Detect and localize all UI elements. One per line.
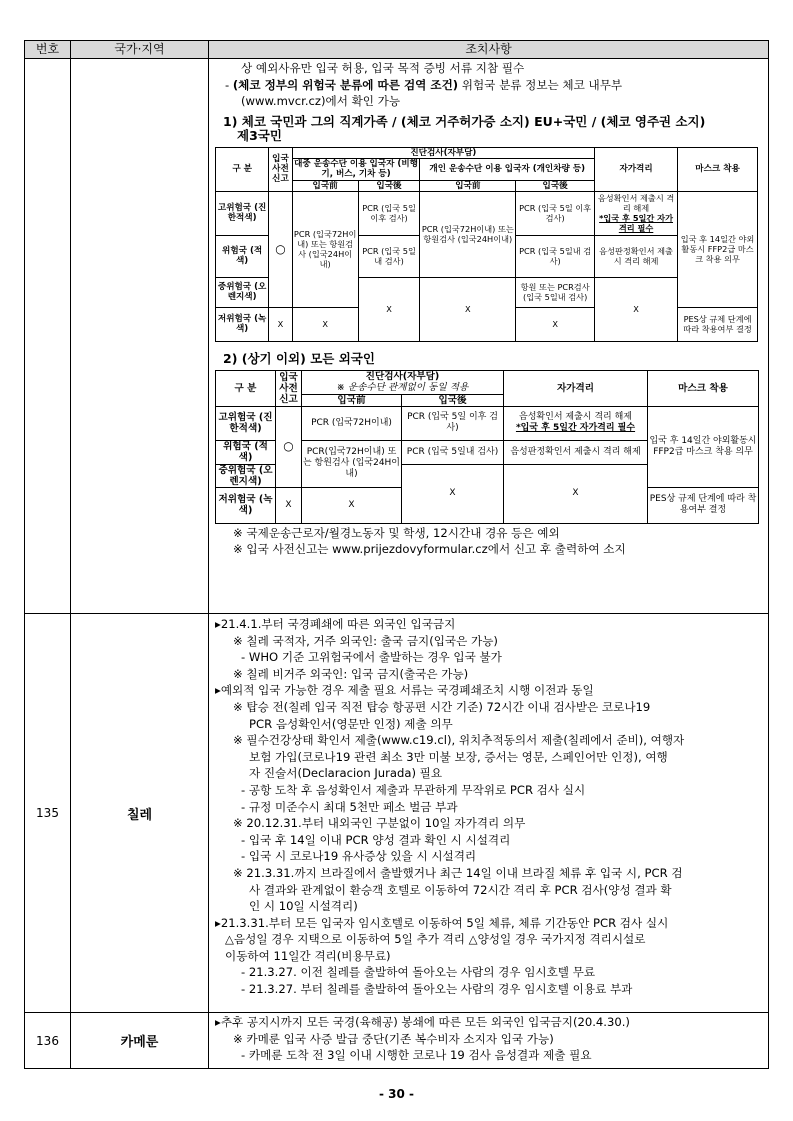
text-line: ▸21.3.31.부터 모든 입국자 임시호텔로 이동하여 5일 체류, 체류 기간동안 PCR 검사 실시 xyxy=(215,915,669,930)
text-line: - 공항 도착 후 음성확인서 제출과 무관하게 무작위로 PCR 검사 실시 xyxy=(241,782,586,797)
text-line: ▸21.4.1.부터 국경폐쇄에 따른 외국인 입국금지 xyxy=(215,617,456,631)
t1-public: 대중 운송수단 이용 입국자 (비행기, 버스, 기차 등) xyxy=(294,159,418,180)
t1-mask: 마스크 착용 xyxy=(678,147,758,191)
t1-row-risk: 위험국 (적색) xyxy=(216,235,269,277)
header-country: 국가·지역 xyxy=(71,41,209,59)
text-line: ※ 필수건강상태 확인서 제출(www.c19.cl), 위치추적동의서 제출(칠레에서 준비), 여행자 xyxy=(233,733,685,748)
text-line: ※ 탑승 전(칠레 입국 직전 탑승 항공편 시간 기준) 72시간 이내 검사받은 코로나19 xyxy=(233,699,651,714)
text-line: 자 진술서(Declaracion Jurada) 필요 xyxy=(249,766,443,781)
text-line: - WHO 기준 고위험국에서 출발하는 경우 입국 불가 xyxy=(241,650,502,665)
t2-prereport: 입국 사전 신고 xyxy=(276,370,302,406)
t2-diag-note: ※ 운송수단 관계없이 동일 적용 xyxy=(336,382,469,394)
text-line: ※ 21.3.31.까지 브라질에서 출발했거나 최근 14일 이내 브라질 체류 후 입국 시, PCR 검 xyxy=(233,865,683,880)
measures-table xyxy=(24,40,769,1069)
text-line: 이동하여 11일간 격리(비용무료) xyxy=(225,948,391,963)
t1-priv-after-3: 항원 또는 PCR검사 (입국 5일내 검사) xyxy=(516,277,595,307)
t2-row-low: 저위험국 (녹색) xyxy=(216,487,276,523)
t1-pub-after-x: X xyxy=(358,277,420,341)
t1-row-high: 고위험국 (진한적색) xyxy=(216,191,269,235)
text-line: △음성일 경우 지택으로 이동하여 5일 추가 격리 △양성일 경우 국가지정 격리시설로 xyxy=(225,932,646,947)
text-line: ※ 칠레 국적자, 거주 외국인: 출국 금지(입국은 가능) xyxy=(233,633,498,648)
text-line: - 규정 미준수시 최대 5천만 페소 벌금 부과 xyxy=(241,799,458,814)
table-row xyxy=(25,614,769,1013)
t2-prereport-o: ○ xyxy=(276,406,302,487)
t2-gubun: 구 분 xyxy=(216,370,276,406)
section-title xyxy=(223,115,762,143)
bold-text: (체코 정부의 위험국 분류에 따른 검역 조건) xyxy=(232,77,459,92)
t2-self-1a: 음성확인서 제출시 격리 해제 xyxy=(519,412,632,423)
t1-pub-before: PCR (입국72H이내) 또는 항원검사 (입국24H이내) xyxy=(292,191,358,307)
text-line: ▸추후 공지시까지 모든 국경(육해공) 봉쇄에 따른 모든 외국인 입국금지(20.4.30.) xyxy=(215,1015,630,1029)
t1-prereport-o: ○ xyxy=(269,191,292,307)
czech-table-2 xyxy=(215,370,759,524)
t1-self-1 xyxy=(595,191,678,235)
t2-self-1b: *입국 후 5일간 자가격리 필수 xyxy=(515,423,636,434)
t1-self-1a: 음성확인서 제출시 격리 해제 xyxy=(597,193,675,214)
text-line: 보험 가입(코로나19 관련 최소 3만 미불 보장, 증서는 영문, 스페인어만 인정), 여행 xyxy=(249,749,668,764)
t2-diag-title: 진단검사(자부담) xyxy=(365,371,440,383)
t1-priv-after-2: PCR (입국 5일내 검사) xyxy=(516,235,595,277)
row-country-cell xyxy=(71,59,209,614)
t1-priv-after-1: PCR (입국 5일 이후 검사) xyxy=(516,191,595,235)
t1-pub-after-2: PCR (입국 5일내 검사) xyxy=(358,235,420,277)
t1-row-mid: 중위험국 (오렌지색) xyxy=(216,277,269,307)
t1-after: 입국後 xyxy=(358,180,420,191)
row-country-cell: 칠레 xyxy=(71,614,209,1013)
section-title-line: 1) 체코 국민과 그의 직계가족 / (체코 거주허가증 소지) EU+국민 / (체코 영주권 소지) xyxy=(223,113,706,129)
t2-mask-2: PES상 규제 단계에 따라 착용여부 결정 xyxy=(648,487,759,523)
t2-prereport-x: X xyxy=(276,487,302,523)
czech-table-1 xyxy=(215,147,758,342)
row-no-cell: 136 xyxy=(25,1013,71,1069)
header-measures: 조치사항 xyxy=(209,41,769,59)
note-line: ※ 국제운송근로자/월경노동자 및 학생, 12시간내 경유 등은 예외 xyxy=(233,525,560,540)
t1-after: 입국後 xyxy=(516,180,595,191)
t2-row-high: 고위험국 (진한적색) xyxy=(216,406,276,440)
t2-mask-1: 입국 후 14일간 야외활동시 FFP2급 마스크 착용 의무 xyxy=(648,406,759,487)
text-line: - 카메룬 도착 전 3일 이내 시행한 코로나 19 검사 음성결과 제출 필요 xyxy=(241,1048,592,1063)
t1-prereport: 입국 사전 신고 xyxy=(269,147,292,191)
t2-after-x: X xyxy=(402,464,504,523)
t2-self-2: 음성판정확인서 제출시 격리 해제 xyxy=(504,440,648,464)
t2-self-1 xyxy=(504,406,648,440)
t2-before-x: X xyxy=(302,487,402,523)
t2-self: 자가격리 xyxy=(504,370,648,406)
t2-after-1: PCR (입국 5일 이후 검사) xyxy=(402,406,504,440)
t1-pub-after-1: PCR (입국 5일 이후 검사) xyxy=(358,191,420,235)
t2-before-2: PCR(입국72H이내) 또는 항원검사 (입국24H이내) xyxy=(302,440,402,487)
t1-pub-before-x: X xyxy=(292,307,358,341)
text-line: - 입국 후 14일 이내 PCR 양성 결과 확인 시 시설격리 xyxy=(241,832,511,847)
row-measures-cell xyxy=(209,614,769,1013)
t1-priv-before: PCR (입국72H이내) 또는 항원검사 (입국24H이내) xyxy=(420,191,516,277)
row-no-cell: 135 xyxy=(25,614,71,1013)
text-line: 상 예외사유만 입국 허용, 입국 목적 증빙 서류 지참 필수 xyxy=(241,61,525,75)
t2-row-mid: 중위험국 (오렌지색) xyxy=(216,464,276,487)
t2-before: 입국前 xyxy=(302,394,402,406)
t1-self-1b: *입국 후 5일간 자가격리 필수 xyxy=(599,213,674,234)
text-line: - 21.3.27. 부터 칠레를 출발하여 돌아오는 사람의 경우 임시호텔 이용료 부과 xyxy=(241,982,633,997)
table-header-row xyxy=(25,41,769,59)
t1-mask-2: PES상 규제 단계에 따라 착용여부 결정 xyxy=(678,307,758,341)
t1-priv-before-x: X xyxy=(420,277,516,341)
text-line: ▸예외적 입국 가능한 경우 제출 필요 서류는 국경폐쇄조치 시행 이전과 동일 xyxy=(215,683,594,698)
section-title: 2) (상기 이외) 모든 외국인 xyxy=(223,350,375,366)
row-measures-cell xyxy=(209,59,769,614)
row-measures-cell xyxy=(209,1013,769,1069)
text-line: ※ 칠레 비거주 외국인: 입국 금지(출국은 가능) xyxy=(233,666,469,681)
t1-before: 입국前 xyxy=(420,180,516,191)
table-row xyxy=(25,59,769,614)
text-line: ※ 20.12.31.부터 내외국인 구분없이 10일 자가격리 의무 xyxy=(233,816,526,831)
t1-priv-after-x: X xyxy=(516,307,595,341)
text-line: 인 시 10일 시설격리) xyxy=(249,899,358,914)
text-line: 사 결과와 관계없이 환승객 호텔로 이동하여 72시간 격리 후 PCR 검사(양성 결과 확 xyxy=(249,882,672,897)
t2-row-risk: 위험국 (적색) xyxy=(216,440,276,464)
t2-self-x: X xyxy=(504,464,648,523)
t1-self: 자가격리 xyxy=(595,147,678,191)
section-title-line: 제3국민 xyxy=(237,127,282,143)
header-no: 번호 xyxy=(25,41,71,59)
note-line: ※ 입국 사전신고는 www.prijezdovyformular.cz에서 신고 후 출력하여 소지 xyxy=(233,542,626,557)
table-row xyxy=(25,1013,769,1069)
text-span: 위험국 분류 정보는 체코 내무부 xyxy=(458,77,623,92)
t1-row-low: 저위험국 (녹색) xyxy=(216,307,269,341)
t1-self-2: 음성판정확인서 제출시 격리 해제 xyxy=(595,235,678,277)
t1-private: 개인 운송수단 이용 입국자 (개인차량 등) xyxy=(420,158,595,180)
t1-self-x: X xyxy=(595,277,678,341)
t2-mask: 마스크 착용 xyxy=(648,370,759,406)
t2-after-2: PCR (입국 5일내 검사) xyxy=(402,440,504,464)
t2-before-1: PCR (입국72H이내) xyxy=(302,406,402,440)
text-line: - (체코 정부의 위험국 분류에 따른 검역 조건) 위험국 분류 정보는 체코 내무부 xyxy=(225,77,623,92)
text-line: PCR 음성확인서(영문만 인정) 제출 의무 xyxy=(249,716,453,731)
t1-gubun: 구 분 xyxy=(216,147,269,191)
page-number: - 30 - xyxy=(378,1087,414,1101)
text-line: - 입국 시 코로나19 유사증상 있을 시 시설격리 xyxy=(241,849,477,864)
row-country-cell: 카메룬 xyxy=(71,1013,209,1069)
t1-diag: 진단검사(자부담) xyxy=(292,147,594,158)
row-no-cell xyxy=(25,59,71,614)
t2-after: 입국後 xyxy=(402,394,504,406)
t1-before: 입국前 xyxy=(292,180,358,191)
t2-diag xyxy=(302,370,504,394)
text-line: ※ 카메룬 입국 사증 발급 중단(기존 복수비자 소지자 입국 가능) xyxy=(233,1031,554,1046)
text-line: (www.mvcr.cz)에서 확인 가능 xyxy=(241,94,401,109)
t1-mask-1: 입국 후 14일간 야외활동시 FFP2급 마스크 착용 의무 xyxy=(678,191,758,307)
t1-prereport-x: X xyxy=(269,307,292,341)
text-line: - 21.3.27. 이전 칠레를 출발하여 돌아오는 사람의 경우 임시호텔 무료 xyxy=(241,965,596,980)
